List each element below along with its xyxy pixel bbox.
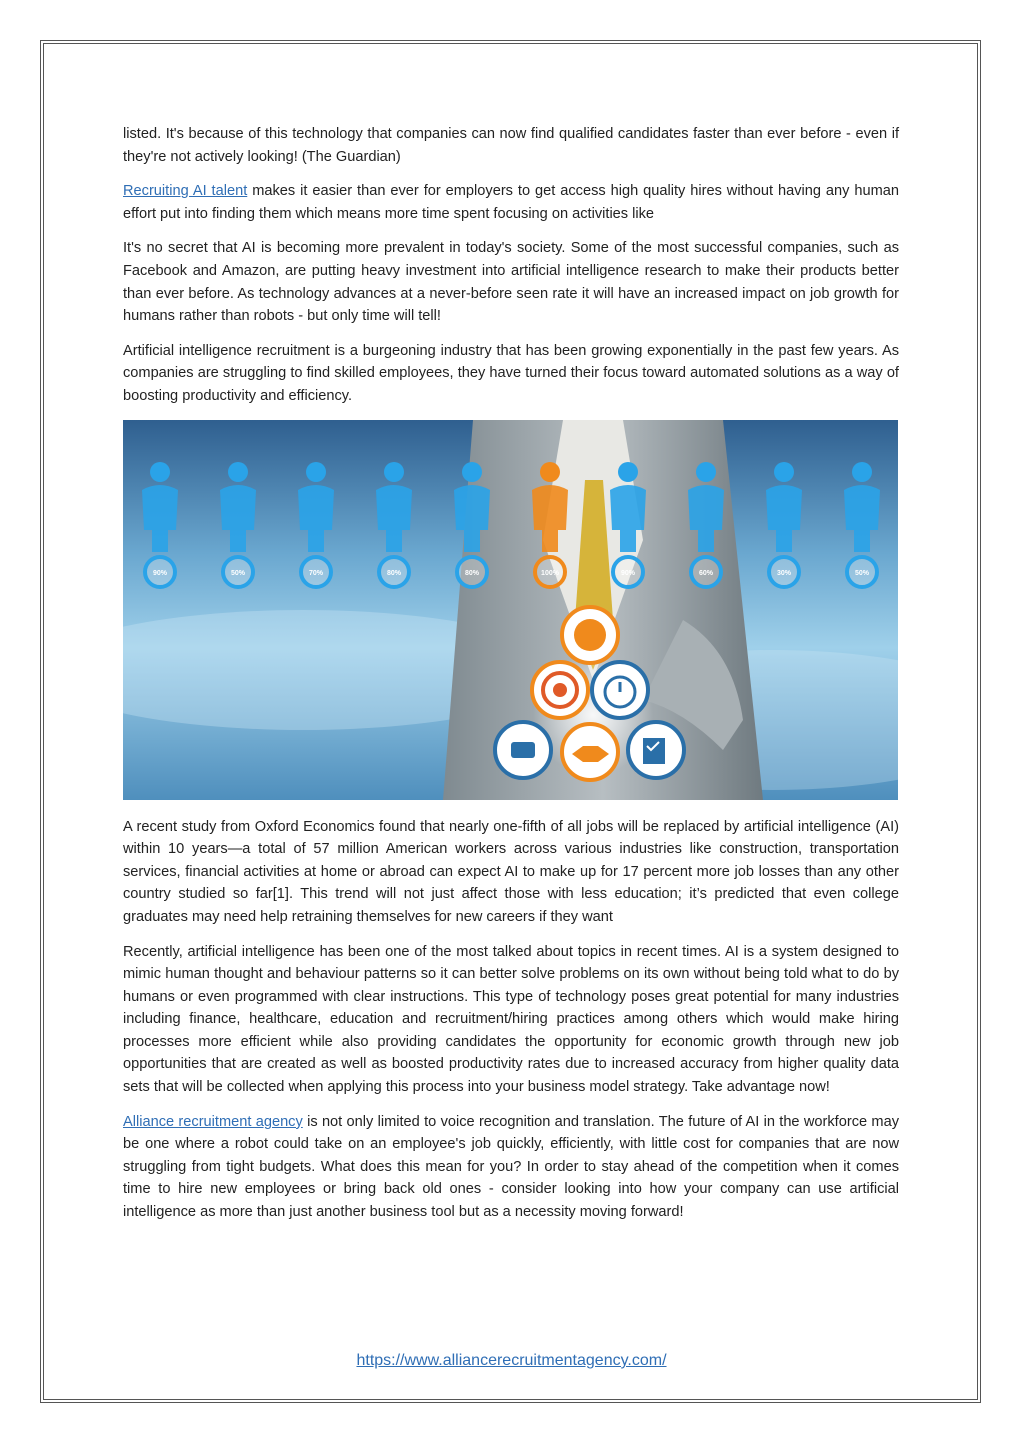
ai-brain-icon-core	[574, 619, 606, 651]
person-head	[696, 462, 716, 482]
person-head	[228, 462, 248, 482]
cloud-security-icon-lock	[511, 742, 535, 758]
person-head	[540, 462, 560, 482]
paragraph-2	[123, 180, 899, 225]
percent-label: 80%	[386, 569, 402, 577]
percent-label: 50%	[230, 569, 246, 577]
percent-label: 50%	[854, 569, 870, 577]
alliance-recruitment-agency-link[interactable]: Alliance recruitment agency	[123, 1113, 303, 1130]
paragraph-4: Artificial intelligence recruitment is a burgeoning industry that has been growing exponentially in the past few years. As companies are struggling to find skilled employees, they have turned their focus toward automated solutions as a way of boosting productivity and efficiency.	[123, 342, 899, 404]
paragraph-1: listed. It's because of this technology that companies can now find qualified candidates faster than ever before - even if they're not actively looking! (The Guardian)	[123, 126, 899, 165]
person-head	[306, 462, 326, 482]
paragraph-7-text: is not only limited to voice recognition and translation. The future of AI in the workforce may be one where a robot could take on an employee's job quickly, efficiently, with little cost for companies that are now struggling from tight budgets. What does this mean for you? In order to stay ahead of the competition when it comes time to hire new employees or bring back old ones - consider looking into how your company can use artificial intelligence as more than just another business tool but as a necessity moving forward!	[123, 1113, 899, 1221]
percent-label: 90%	[152, 569, 168, 577]
document-body	[123, 123, 899, 1236]
footer	[0, 1352, 1023, 1370]
percent-label: 60%	[698, 569, 714, 577]
percent-label: 90%	[620, 569, 636, 577]
percent-label: 30%	[776, 569, 792, 577]
paragraph-5: A recent study from Oxford Economics found that nearly one-fifth of all jobs will be replaced by artificial intelligence (AI) within 10 years—a total of 57 million American workers across various industries like construction, transportation services, financial activities at home or abroad can expect AI to make up for 17 percent more job losses than any other country studied so far[1]. This trend will not just affect those with less education; it’s predicted that even college graduates may need help retraining themselves for new careers if they want	[123, 818, 899, 925]
percent-label: 100%	[541, 569, 559, 577]
person-head	[384, 462, 404, 482]
paragraph-7	[123, 1111, 899, 1224]
person-head	[462, 462, 482, 482]
paragraph-6: Recently, artificial intelligence has been one of the most talked about topics in recent times. AI is a system designed to mimic human thought and behaviour patterns so it can better solve problems on its own without being told what to do by humans or even programmed with clear instructions. This type of technology poses great potential for many industries including finance, healthcare, education and recruitment/hiring practices among others which would make hiring processes more efficient while also providing candidates the opportunity for economic growth through new job opportunities that are created as well as boosted productivity rates due to increased accuracy from higher quality data sets that will be collected when applying this process into your business model strategy. Take advantage now!	[123, 943, 899, 1096]
percent-label: 80%	[464, 569, 480, 577]
percent-label: 70%	[308, 569, 324, 577]
target-icon-center	[553, 683, 567, 697]
hero-image	[123, 420, 898, 800]
recruiting-ai-talent-link[interactable]: Recruiting AI talent	[123, 183, 248, 200]
person-head	[150, 462, 170, 482]
person-head	[618, 462, 638, 482]
hero-illustration	[123, 420, 898, 800]
person-head	[852, 462, 872, 482]
checklist-icon-paper	[643, 738, 665, 764]
person-head	[774, 462, 794, 482]
paragraph-3: It's no secret that AI is becoming more prevalent in today's society. Some of the most successful companies, such as Facebook and Amazon, are putting heavy investment into artificial intelligence research to make their products better than ever before. As technology advances at a never-before seen rate it will have an increased impact on job growth for humans rather than robots - but only time will tell!	[123, 240, 899, 325]
paragraph-2-text: makes it easier than ever for employers to get access high quality hires without having any human effort put into finding them which means more time spent focusing on activities like	[123, 183, 900, 222]
footer-website-link[interactable]: https://www.alliancerecruitmentagency.com/	[356, 1352, 667, 1369]
